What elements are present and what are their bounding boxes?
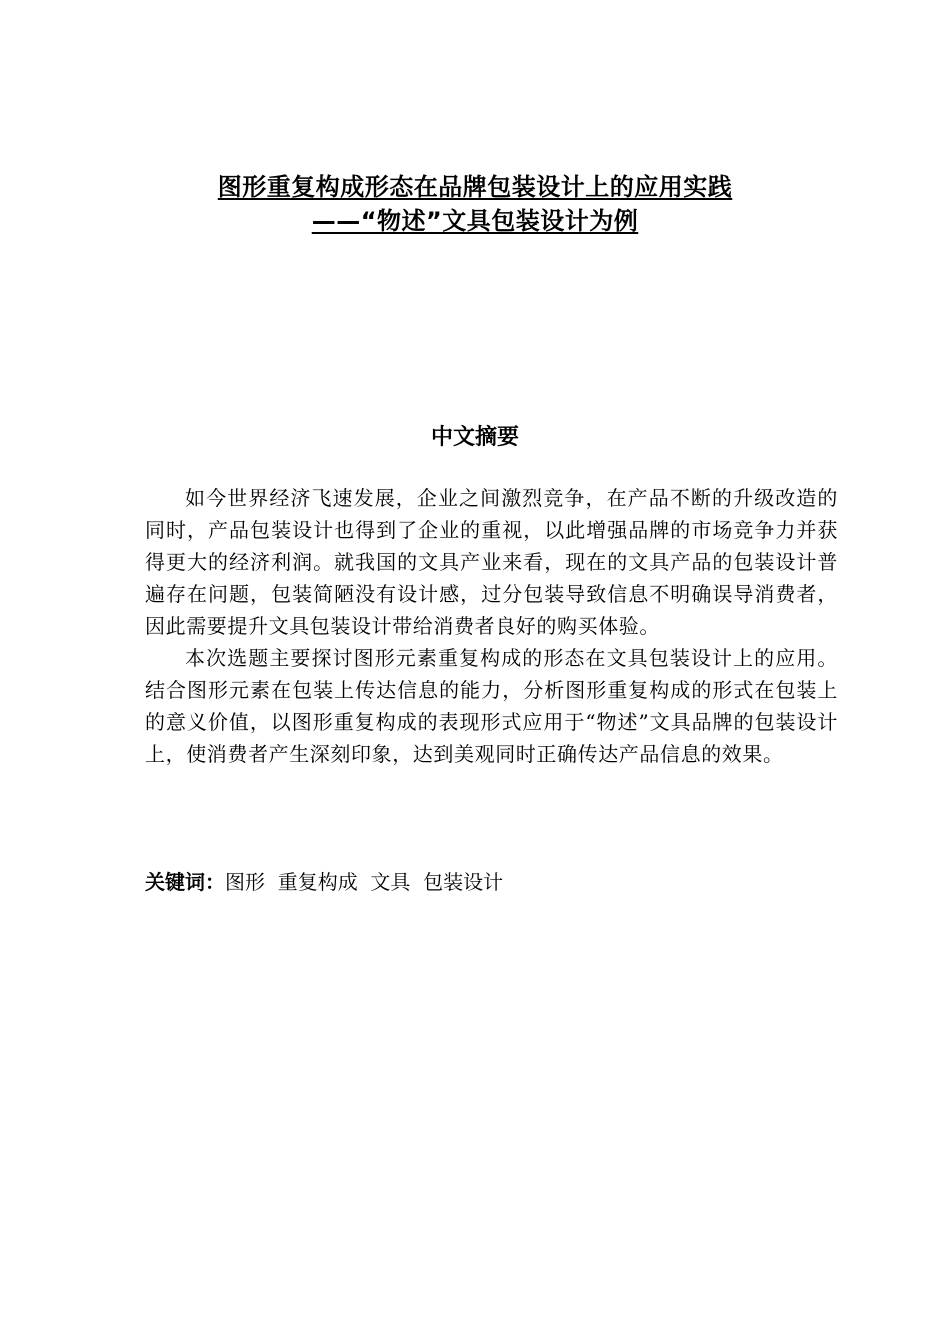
keywords-label: 关键词：: [145, 870, 225, 894]
keywords-line: [145, 866, 838, 899]
abstract-paragraph-2: 本次选题主要探讨图形元素重复构成的形态在文具包装设计上的应用。结合图形元素在包装上传达信息的能力，分析图形重复构成的形式在包装上的意义价值，以图形重复构成的表现形式应用于“物述”文具品牌的包装设计上，使消费者产生深刻印象，达到美观同时正确传达产品信息的效果。: [145, 646, 838, 766]
keywords-text: 图形 重复构成 文具 包装设计: [225, 870, 504, 894]
abstract-heading: 中文摘要: [430, 425, 519, 450]
document-title: [0, 170, 950, 238]
abstract-paragraph-1: 如今世界经济飞速发展，企业之间激烈竞争，在产品不断的升级改造的同时，产品包装设计也得到了企业的重视，以此增强品牌的市场竞争力并获得更大的经济利润。就我国的文具产业来看，现在的文具产品的包装设计普遍存在问题，包装简陋没有设计感，过分包装导致信息不明确误导消费者，因此需要提升文具包装设计带给消费者良好的购买体验。: [145, 486, 838, 638]
abstract-body: [145, 482, 838, 770]
title-line-main: 图形重复构成形态在品牌包装设计上的应用实践: [217, 173, 733, 201]
title-line-subtitle: ——“物述”文具包装设计为例: [311, 207, 639, 235]
